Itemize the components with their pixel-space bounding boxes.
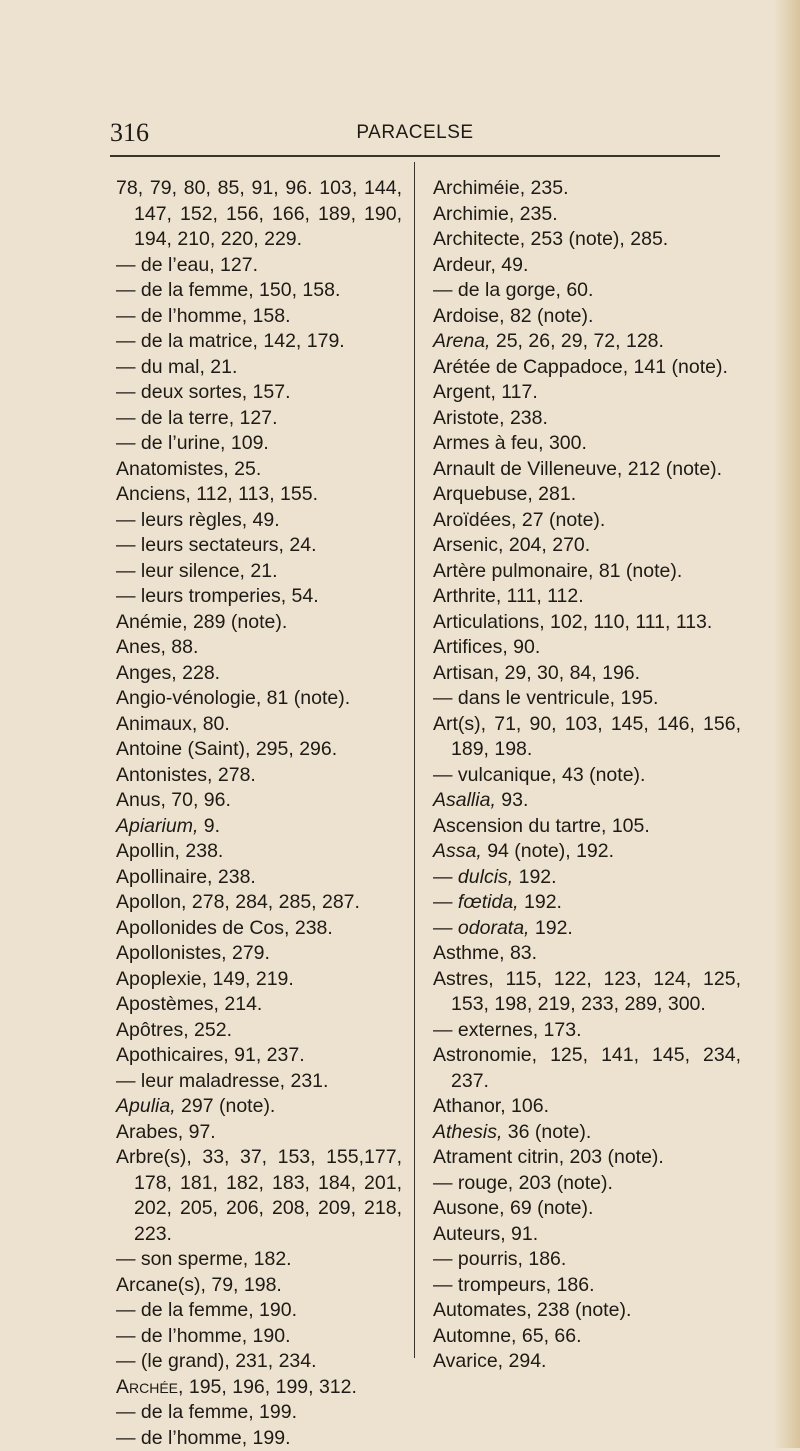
index-entry [116, 1349, 402, 1375]
index-entry [433, 610, 741, 636]
entry-term: — de la terre, 127. [116, 407, 278, 429]
entry-term: Anes, 88. [116, 636, 198, 658]
entry-term: Apollonides de Cos, 238. [116, 917, 333, 939]
entry-term: — rouge, 203 (note). [433, 1172, 613, 1194]
index-entry [116, 584, 402, 610]
entry-term: — (le grand), 231, 234. [116, 1350, 317, 1372]
index-entry [433, 865, 741, 891]
entry-refs: 94 (note), 192. [482, 840, 614, 862]
entry-term: Ardeur, 49. [433, 254, 528, 276]
entry-term: — leurs sectateurs, 24. [116, 534, 317, 556]
index-entry [116, 431, 402, 457]
header-rule [110, 155, 720, 157]
entry-term: Apollinaire, 238. [116, 866, 256, 888]
index-entry [433, 278, 741, 304]
entry-term: Apollon, 278, 284, 285, 287. [116, 891, 360, 913]
index-entry [433, 253, 741, 279]
entry-term: Armes à feu, 300. [433, 432, 587, 454]
index-entry [116, 329, 402, 355]
index-entry [116, 1247, 402, 1273]
entry-dash: — [433, 891, 458, 913]
entry-term: — externes, 173. [433, 1019, 582, 1041]
entry-term: Antonistes, 278. [116, 764, 256, 786]
entry-term: dulcis, [458, 866, 513, 888]
index-entry [116, 686, 402, 712]
entry-term: — leur maladresse, 231. [116, 1070, 328, 1092]
index-entry [116, 355, 402, 381]
index-entry [116, 890, 402, 916]
entry-term: — de la gorge, 60. [433, 279, 593, 301]
entry-term: — de la femme, 190. [116, 1299, 297, 1321]
index-entry [116, 737, 402, 763]
entry-refs: 25, 26, 29, 72, 128. [490, 330, 663, 352]
page-number: 316 [110, 118, 149, 148]
entry-term: — leur silence, 21. [116, 560, 278, 582]
entry-term: Arnault de Villeneuve, 212 (note). [433, 458, 722, 480]
index-entry [433, 380, 741, 406]
index-entry [433, 202, 741, 228]
entry-term: Archiméie, 235. [433, 177, 568, 199]
entry-term: Articulations, 102, 110, 111, 113. [433, 611, 712, 633]
entry-term: — de la femme, 199. [116, 1401, 297, 1423]
index-entry [433, 329, 741, 355]
entry-term: Archimie, 235. [433, 203, 558, 225]
index-entry [116, 992, 402, 1018]
entry-term: — leurs règles, 49. [116, 509, 280, 531]
index-entry [433, 814, 741, 840]
entry-term: Astres, 115, 122, 123, 124, 125, 153, 198, 219, 233, 289, 300. [433, 968, 741, 1016]
entry-term: Assa, [433, 840, 482, 862]
index-entry [116, 1018, 402, 1044]
entry-term: Apulia, [116, 1095, 176, 1117]
entry-term: Angio-vénologie, 81 (note). [116, 687, 350, 709]
index-entry [116, 788, 402, 814]
index-entry [433, 508, 741, 534]
entry-term: — dans le ventricule, 195. [433, 687, 658, 709]
index-entry [116, 1094, 402, 1120]
entry-refs: 78, 79, 80, 85, 91, 96. 103, 144, 147, 152, 156, 166, 189, 190, 194, 210, 220, 229. [116, 177, 402, 250]
index-entry [433, 1196, 741, 1222]
entry-term: — deux sortes, 157. [116, 381, 291, 403]
index-entry [433, 457, 741, 483]
index-entry [433, 227, 741, 253]
index-entry [433, 1145, 741, 1171]
index-entry [116, 814, 402, 840]
index-entry [433, 967, 741, 1018]
index-entry [116, 839, 402, 865]
entry-term: — du mal, 21. [116, 356, 237, 378]
entry-term: Art(s), 71, 90, 103, 145, 146, 156, 189, 198. [433, 713, 741, 761]
page-edge-shading [774, 0, 800, 1448]
index-entry [433, 355, 741, 381]
entry-term: — de l’eau, 127. [116, 254, 258, 276]
entry-term: Asallia, [433, 789, 496, 811]
entry-term: Arena, [433, 330, 490, 352]
index-entry [116, 1400, 402, 1426]
index-entry [116, 1043, 402, 1069]
index-entry [116, 176, 402, 253]
entry-term: Athesis, [433, 1121, 502, 1143]
entry-refs: 192. [513, 866, 556, 888]
entry-term: fœtida, [458, 891, 519, 913]
entry-term: Anatomistes, 25. [116, 458, 261, 480]
index-entry [116, 763, 402, 789]
index-entry [433, 712, 741, 763]
index-entry [116, 278, 402, 304]
index-entry [116, 304, 402, 330]
entry-term: Antoine (Saint), 295, 296. [116, 738, 337, 760]
index-entry [433, 686, 741, 712]
entry-refs: 192. [519, 891, 562, 913]
index-entry [116, 712, 402, 738]
index-entry [433, 559, 741, 585]
entry-refs: 192. [529, 917, 572, 939]
index-entry [433, 890, 741, 916]
running-title: PARACELSE [110, 122, 720, 144]
index-entry [433, 1171, 741, 1197]
index-entry [116, 1426, 402, 1451]
entry-term: Apostèmes, 214. [116, 993, 262, 1015]
entry-refs: 93. [496, 789, 529, 811]
entry-dash: — [433, 866, 458, 888]
entry-refs: 297 (note). [176, 1095, 276, 1117]
entry-term: — vulcanique, 43 (note). [433, 764, 645, 786]
entry-refs: 9. [198, 815, 220, 837]
index-entry [433, 431, 741, 457]
index-column-left [116, 176, 402, 1451]
index-entry [116, 508, 402, 534]
entry-term: Ardoise, 82 (note). [433, 305, 593, 327]
index-entry [116, 1120, 402, 1146]
entry-dash: — [433, 917, 458, 939]
entry-term: Apoplexie, 149, 219. [116, 968, 294, 990]
entry-term: Ascension du tartre, 105. [433, 815, 650, 837]
index-entry [116, 253, 402, 279]
index-entry [433, 304, 741, 330]
index-entry [116, 610, 402, 636]
index-entry [433, 1273, 741, 1299]
entry-term: — leurs tromperies, 54. [116, 585, 319, 607]
entry-refs: 195, 196, 199, 312. [183, 1376, 356, 1398]
index-entry [116, 1375, 402, 1401]
entry-term: — trompeurs, 186. [433, 1274, 594, 1296]
index-entry [433, 763, 741, 789]
index-entry [116, 941, 402, 967]
entry-term: Arcane(s), 79, 198. [116, 1274, 282, 1296]
index-entry [433, 1247, 741, 1273]
entry-term: Athanor, 106. [433, 1095, 549, 1117]
entry-term: Avarice, 294. [433, 1350, 546, 1372]
entry-term: Asthme, 83. [433, 942, 537, 964]
index-entry [116, 457, 402, 483]
page-header [110, 118, 720, 150]
column-divider [414, 162, 415, 1358]
index-entry [433, 661, 741, 687]
entry-term: Artère pulmonaire, 81 (note). [433, 560, 682, 582]
entry-term: Anus, 70, 96. [116, 789, 231, 811]
index-entry [433, 635, 741, 661]
entry-term: Anémie, 289 (note). [116, 611, 287, 633]
index-entry [433, 533, 741, 559]
index-entry [433, 584, 741, 610]
index-entry [116, 533, 402, 559]
index-entry [433, 1222, 741, 1248]
entry-term: Architecte, 253 (note), 285. [433, 228, 668, 250]
entry-term: Apollin, 238. [116, 840, 223, 862]
entry-term: — de l’homme, 199. [116, 1427, 291, 1449]
entry-term: Aroïdées, 27 (note). [433, 509, 605, 531]
index-entry [433, 1094, 741, 1120]
index-entry [116, 1273, 402, 1299]
entry-term: Arquebuse, 281. [433, 483, 576, 505]
entry-term: odorata, [458, 917, 530, 939]
index-entry [433, 916, 741, 942]
entry-term: Astronomie, 125, 141, 145, 234, 237. [433, 1044, 741, 1092]
index-entry [116, 1324, 402, 1350]
index-entry [116, 482, 402, 508]
entry-term: Arabes, 97. [116, 1121, 216, 1143]
index-entry [433, 1043, 741, 1094]
entry-term: Anges, 228. [116, 662, 220, 684]
entry-term: Apothicaires, 91, 237. [116, 1044, 305, 1066]
index-column-right [433, 176, 741, 1375]
index-entry [433, 1298, 741, 1324]
index-entry [433, 1018, 741, 1044]
index-entry [116, 916, 402, 942]
index-entry [116, 380, 402, 406]
entry-term: Arthrite, 111, 112. [433, 585, 584, 607]
entry-term: Arsenic, 204, 270. [433, 534, 590, 556]
entry-term: Aristote, 238. [433, 407, 548, 429]
entry-refs: 36 (note). [502, 1121, 591, 1143]
entry-term: Ausone, 69 (note). [433, 1197, 593, 1219]
index-entry [433, 406, 741, 432]
index-entry [433, 482, 741, 508]
index-entry [433, 1120, 741, 1146]
index-entry [433, 1324, 741, 1350]
entry-term: Anciens, 112, 113, 155. [116, 483, 318, 505]
entry-term: — de l’urine, 109. [116, 432, 269, 454]
index-entry [433, 1349, 741, 1375]
index-entry [116, 1069, 402, 1095]
entry-term: Artisan, 29, 30, 84, 196. [433, 662, 640, 684]
entry-term: Atrament citrin, 203 (note). [433, 1146, 664, 1168]
entry-term: Arétée de Cappadoce, 141 (note). [433, 356, 728, 378]
entry-term: Apiarium, [116, 815, 198, 837]
index-entry [116, 661, 402, 687]
entry-term: — pourris, 186. [433, 1248, 566, 1270]
entry-term: — son sperme, 182. [116, 1248, 292, 1270]
entry-term: Artifices, 90. [433, 636, 540, 658]
index-entry [116, 635, 402, 661]
index-entry [433, 839, 741, 865]
index-entry [433, 176, 741, 202]
index-entry [433, 788, 741, 814]
entry-term: — de la femme, 150, 158. [116, 279, 340, 301]
index-entry [116, 1145, 402, 1247]
entry-term: Apôtres, 252. [116, 1019, 232, 1041]
entry-term: Automates, 238 (note). [433, 1299, 631, 1321]
index-entry [116, 406, 402, 432]
entry-term: — de la matrice, 142, 179. [116, 330, 345, 352]
entry-term: Arbre(s), 33, 37, 153, 155,177, 178, 181, 182, 183, 184, 201, 202, 205, 206, 208, 209, 218, 223. [116, 1146, 402, 1245]
entry-term: Auteurs, 91. [433, 1223, 538, 1245]
entry-term: — de l’homme, 158. [116, 305, 291, 327]
index-entry [116, 865, 402, 891]
entry-term: Argent, 117. [433, 381, 538, 403]
entry-term: Automne, 65, 66. [433, 1325, 582, 1347]
entry-term: Apollonistes, 279. [116, 942, 270, 964]
entry-term: Archée, [116, 1376, 183, 1398]
index-entry [116, 559, 402, 585]
entry-term: — de l’homme, 190. [116, 1325, 291, 1347]
index-entry [116, 1298, 402, 1324]
index-entry [433, 941, 741, 967]
entry-term: Animaux, 80. [116, 713, 230, 735]
index-entry [116, 967, 402, 993]
